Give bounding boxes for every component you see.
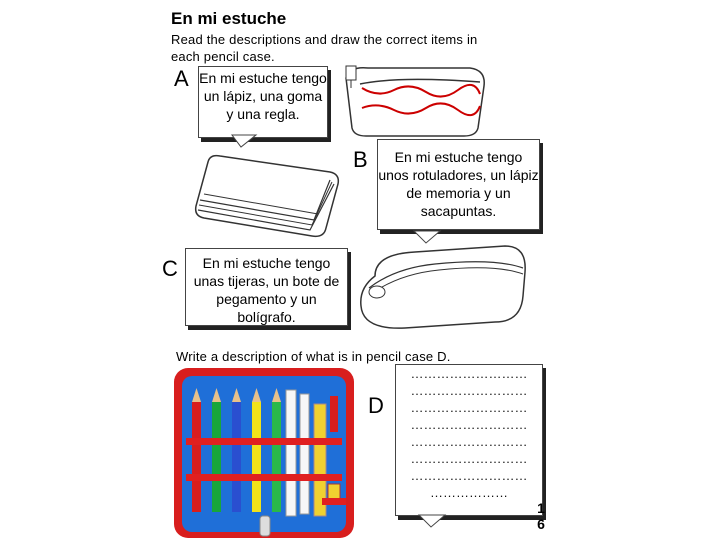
letter-b: B [353, 147, 368, 172]
description-c: En mi estuche tengo unas tijeras, un bote de pegamento y un bolígrafo. [193, 255, 340, 325]
answer-line[interactable]: ……………………… [410, 434, 528, 449]
zip-pencil-case-icon [338, 58, 490, 138]
page-number: 1 6 [537, 500, 545, 532]
open-pencil-case-icon [172, 366, 358, 540]
page-title: En mi estuche [171, 9, 287, 28]
prompt-d: Write a description of what is in pencil case D. [176, 349, 451, 364]
speech-bubble-c [185, 248, 348, 326]
answer-box-d [395, 364, 543, 516]
answer-line[interactable]: ……………………… [410, 468, 528, 483]
letter-d: D [368, 393, 384, 418]
description-a: En mi estuche tengo un lápiz, una goma y una regla. [199, 70, 327, 122]
answer-line[interactable]: ……………………… [410, 366, 528, 381]
answer-line[interactable]: ……………………… [410, 417, 528, 432]
letter-a: A [174, 66, 189, 91]
box-pencil-case-icon [190, 150, 346, 242]
bubble-tail-d [417, 514, 457, 530]
answer-line[interactable]: ……………………… [410, 400, 528, 415]
instructions: Read the descriptions and draw the correct items in each pencil case. [171, 32, 478, 64]
answer-line[interactable]: ……………………… [410, 451, 528, 466]
answer-line[interactable]: ……………………… [410, 383, 528, 398]
speech-bubble-b [377, 139, 540, 230]
description-b: En mi estuche tengo unos rotuladores, un lápiz de memoria y un sacapuntas. [378, 149, 539, 219]
tube-pencil-case-icon [355, 240, 529, 332]
bubble-tail-a [226, 134, 266, 150]
speech-bubble-a [198, 66, 328, 138]
letter-c: C [162, 256, 178, 281]
answer-line[interactable]: ……………… [430, 485, 508, 500]
